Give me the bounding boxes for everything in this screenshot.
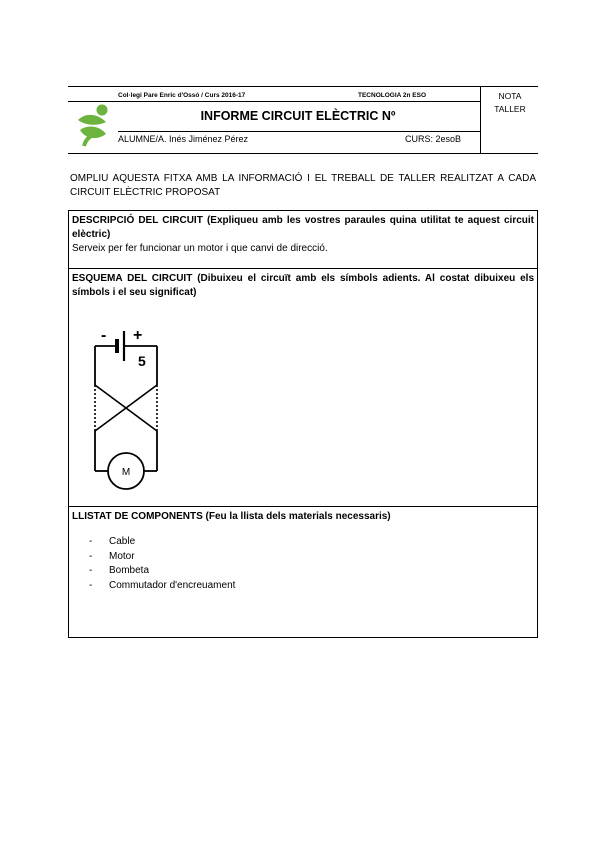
- description-heading: DESCRIPCIÓ DEL CIRCUIT: [72, 215, 203, 226]
- header-mid-rule: [68, 101, 480, 102]
- logo-leaf-upper: [78, 115, 106, 125]
- subject-label: TECNOLOGIA 2n ESO: [358, 92, 427, 99]
- schema-prompt: [72, 272, 534, 300]
- schema-section: [69, 269, 537, 507]
- components-section: [69, 507, 537, 637]
- school-name: Col·legi Pare Enric d'Ossó / Curs 2016-17: [118, 92, 246, 99]
- schema-heading: ESQUEMA DEL CIRCUIT: [72, 273, 193, 284]
- description-prompt: [72, 214, 534, 242]
- battery-label: 5: [138, 353, 146, 369]
- header-bottom-rule: [68, 153, 538, 154]
- list-item: - Motor: [89, 550, 235, 565]
- components-instruction: (Feu la llista dels materials necessaris): [205, 511, 391, 522]
- description-answer: Serveix per fer funcionar un motor i que canvi de direcció.: [72, 243, 328, 254]
- header-student-rule: [118, 131, 480, 132]
- components-prompt: [72, 510, 534, 524]
- header-top-rule: [68, 86, 538, 87]
- school-logo: [76, 104, 112, 148]
- nota-title: NOTA: [498, 91, 522, 101]
- components-list: [89, 535, 235, 593]
- description-section: [69, 211, 537, 269]
- logo-dot: [97, 105, 108, 116]
- course-label: CURS: 2esoB: [405, 134, 462, 144]
- motor-label: M: [121, 467, 131, 478]
- list-item: - Bombeta: [89, 564, 235, 579]
- description-instruction: (Expliqueu amb les vostres paraules quina utilitat te aquest circuit elèctric): [72, 215, 534, 240]
- description-cell: [72, 214, 534, 256]
- circuit-diagram: [91, 321, 171, 491]
- nota-divider: [480, 86, 481, 154]
- report-table: [68, 210, 538, 638]
- components-heading: LLISTAT DE COMPONENTS: [72, 511, 203, 522]
- battery-plus-sign: +: [133, 327, 143, 344]
- nota-box: [482, 90, 538, 116]
- student-name: ALUMNE/A. Inés Jiménez Pérez: [118, 134, 249, 144]
- list-item: - Commutador d'encreuament: [89, 579, 235, 594]
- form-instruction: OMPLIU AQUESTA FITXA AMB LA INFORMACIÓ I EL TREBALL DE TALLER REALITZAT A CADA CIRCUIT ELÈCTRIC PROPOSAT: [70, 173, 536, 198]
- battery-minus-sign: -: [101, 327, 107, 344]
- schema-instruction: (Dibuixeu el circuït amb els símbols adients. Al costat dibuixeu els símbols i el seu significat): [72, 273, 535, 298]
- list-item: - Cable: [89, 535, 235, 550]
- nota-subtitle: TALLER: [494, 104, 526, 114]
- report-title: INFORME CIRCUIT ELÈCTRIC Nº: [200, 109, 396, 123]
